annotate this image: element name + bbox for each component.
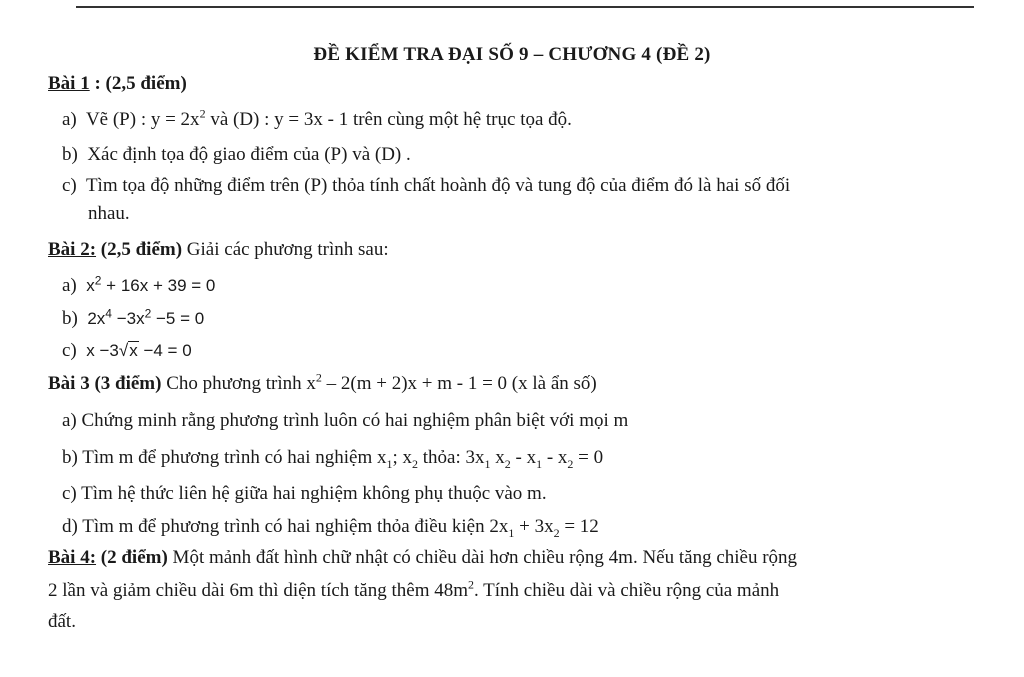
bai3-b-s2: 2 (412, 456, 419, 471)
bai4-points: (2 điểm) (96, 547, 168, 568)
page-title: ĐỀ KIỂM TRA ĐẠI SỐ 9 – CHƯƠNG 4 (ĐỀ 2) (313, 44, 711, 65)
bai3-b-s5: 1 (536, 456, 543, 471)
bai3-b-t2: ; x (392, 447, 413, 468)
bai3-b-s1: 1 (386, 456, 393, 471)
bai4-sup: 2 (468, 577, 475, 592)
bai3-item-b (62, 446, 603, 470)
bai3-item-c: c) Tìm hệ thức liên hệ giữa hai nghiệm không phụ thuộc vào m. (62, 483, 547, 504)
bai2-b-t1: 2x (87, 309, 106, 328)
bai2-a-sup: 2 (94, 273, 102, 288)
bai4-text2b: . Tính chiều dài và chiều rộng của mảnh (474, 580, 780, 601)
bai1-b-text: Xác định tọa độ giao điểm của (P) và (D) . (87, 144, 411, 165)
bai2-a-eq (86, 273, 216, 295)
bai1-a-marker: a) (62, 109, 77, 130)
bai3-d-t3: = 12 (559, 516, 599, 537)
bai4-line1 (48, 546, 797, 570)
bai3-heading (48, 372, 597, 396)
bai2-c-marker: c) (62, 340, 77, 361)
bai4-label: Bài 4: (48, 547, 97, 568)
bai1-points: : (2,5 điểm) (94, 73, 187, 94)
bai2-c-t1: x −3 (86, 341, 119, 360)
bai3-b-t3: thỏa: 3x (418, 447, 485, 468)
bai3-b-s3: 1 (484, 456, 491, 471)
bai3-b-t7: = 0 (573, 447, 604, 468)
bai3-b-t4: x (490, 447, 505, 468)
bai3-sup: 2 (315, 370, 322, 385)
bai2-points: (2,5 điểm) (100, 239, 183, 260)
bai2-b-marker: b) (62, 308, 78, 329)
bai2-b-t2: −3x (111, 309, 145, 328)
bai3-label: Bài 3 (3 điểm) (48, 373, 162, 394)
bai3-b-t5: - x (510, 447, 537, 468)
bai2-item-c (62, 339, 192, 363)
bai2-heading (48, 238, 389, 262)
bai2-item-b (62, 307, 204, 331)
bai2-c-rad: x (129, 341, 138, 360)
bai2-a-t2: + 16x + 39 = 0 (101, 276, 216, 295)
bai1-a-text2: và (D) : y = 3x - 1 trên cùng một hệ trục tọa độ. (205, 109, 572, 130)
bai3-intro1: Cho phương trình x (161, 373, 316, 394)
bai3-b-s6: 2 (567, 456, 574, 471)
bai2-intro: Giải các phương trình sau: (182, 239, 389, 260)
bai1-item-a (62, 108, 572, 132)
bai3-d-s1: 1 (508, 525, 515, 540)
bai3-d-t2: + 3x (514, 516, 554, 537)
sqrt-symbol: √ (118, 341, 129, 360)
bai2-label: Bài 2: (48, 239, 97, 260)
bai2-b-t3: −5 = 0 (151, 309, 205, 328)
bai1-item-c-cont: nhau. (88, 203, 130, 224)
bai2-b-eq (87, 306, 205, 328)
bai1-c-text: Tìm tọa độ những điểm trên (P) thỏa tính chất hoành độ và tung độ của điểm đó là hai số đối (85, 175, 791, 196)
bai2-c-t2: −4 = 0 (138, 341, 192, 360)
bai1-a-sup: 2 (199, 106, 206, 121)
bai1-heading (48, 72, 187, 96)
top-rule (76, 6, 974, 8)
bai2-c-eq (86, 341, 191, 360)
bai2-b-sup1: 4 (105, 306, 112, 321)
bai2-a-marker: a) (62, 275, 77, 296)
bai1-c-marker: c) (62, 175, 77, 196)
bai4-text1: Một mảnh đất hình chữ nhật có chiều dài hơn chiều rộng 4m. Nếu tăng chiều rộng (167, 547, 798, 568)
bai1-label: Bài 1 (48, 73, 90, 94)
bai3-item-d (62, 515, 599, 539)
bai3-item-a: a) Chứng minh rằng phương trình luôn có hai nghiệm phân biệt với mọi m (62, 410, 629, 431)
bai2-item-a (62, 274, 215, 298)
bai1-b-marker: b) (62, 144, 78, 165)
bai3-b-s4: 2 (504, 456, 511, 471)
bai4-text2a: 2 lần và giảm chiều dài 6m thì diện tích tăng thêm 48m (48, 580, 469, 601)
bai1-a-text1: Vẽ (P) : y = 2x (85, 109, 200, 130)
bai2-a-t1: x (86, 276, 95, 295)
bai3-b-t1: b) Tìm m để phương trình có hai nghiệm x (62, 447, 387, 468)
bai4-line2 (48, 579, 779, 603)
bai3-b-t6: - x (542, 447, 568, 468)
bai3-intro2: – 2(m + 2)x + m - 1 = 0 (x là ẩn số) (321, 373, 597, 394)
bai3-d-s2: 2 (553, 525, 560, 540)
bai3-d-t1: d) Tìm m để phương trình có hai nghiệm thỏa điều kiện 2x (62, 516, 509, 537)
bai1-item-c (62, 174, 790, 198)
bai4-line3: đất. (48, 611, 76, 632)
bai2-b-sup2: 2 (144, 306, 152, 321)
bai1-item-b (62, 143, 411, 167)
